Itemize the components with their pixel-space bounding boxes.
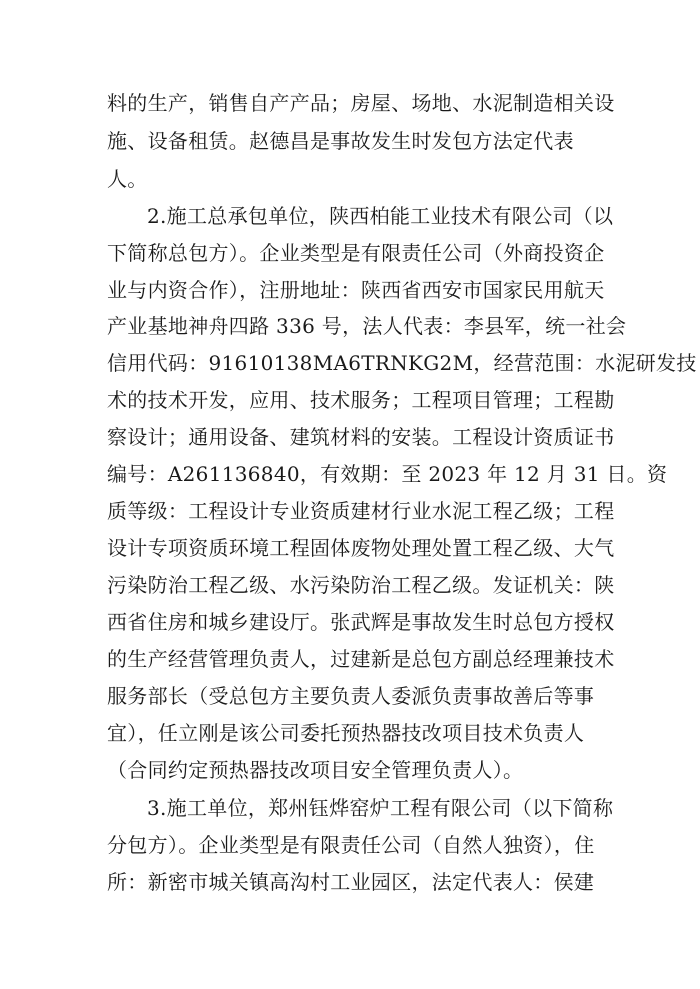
text-line: 料的生产，销售自产产品；房屋、场地、水泥制造相关设 — [107, 91, 615, 115]
text-line: 质等级：工程设计专业资质建材行业水泥工程乙级；工程 — [107, 499, 615, 523]
text-line: （合同约定预热器技改项目安全管理负责人）。 — [107, 758, 524, 782]
text-line: 察设计；通用设备、建筑材料的安装。工程设计资质证书 — [107, 425, 615, 449]
text-line: 信用代码：91610138MA6TRNKG2M，经营范围：水泥研发技 — [107, 351, 697, 375]
text-line: 下简称总包方）。企业类型是有限责任公司（外商投资企 — [107, 241, 605, 265]
paragraph-3-first-line: 3.施工单位，郑州钰烨窑炉工程有限公司（以下简称 — [147, 796, 614, 820]
text-line: 分包方）。企业类型是有限责任公司（自然人独资），住 — [107, 833, 595, 857]
text-line: 污染防治工程乙级、水污染防治工程乙级。发证机关：陕 — [107, 573, 615, 597]
text-line: 业与内资合作），注册地址：陕西省西安市国家民用航天 — [107, 278, 605, 302]
text-line: 施、设备租赁。赵德昌是事故发生时发包方法定代表 — [107, 129, 574, 153]
text-line: 的生产经营管理负责人，过建新是总包方副总经理兼技术 — [107, 647, 615, 671]
text-line: 人。 — [107, 167, 148, 191]
text-line: 西省住房和城乡建设厅。张武辉是事故发生时总包方授权 — [107, 610, 615, 634]
text-line: 编号：A261136840，有效期：至 2023 年 12 月 31 日。资 — [107, 462, 668, 486]
text-line: 宜），任立刚是该公司委托预热器技改项目技术负责人 — [107, 721, 585, 745]
text-line: 服务部长（受总包方主要负责人委派负责事故善后等事 — [107, 684, 595, 708]
text-line: 产业基地神舟四路 336 号，法人代表：李县军，统一社会 — [107, 314, 627, 338]
text-line: 所：新密市城关镇高沟村工业园区，法定代表人：侯建 — [107, 870, 595, 894]
text-line: 术的技术开发，应用、技术服务；工程项目管理；工程勘 — [107, 388, 615, 412]
paragraph-2-first-line: 2.施工总承包单位，陕西柏能工业技术有限公司（以 — [147, 204, 614, 228]
text-line: 设计专项资质环境工程固体废物处理处置工程乙级、大气 — [107, 536, 615, 560]
